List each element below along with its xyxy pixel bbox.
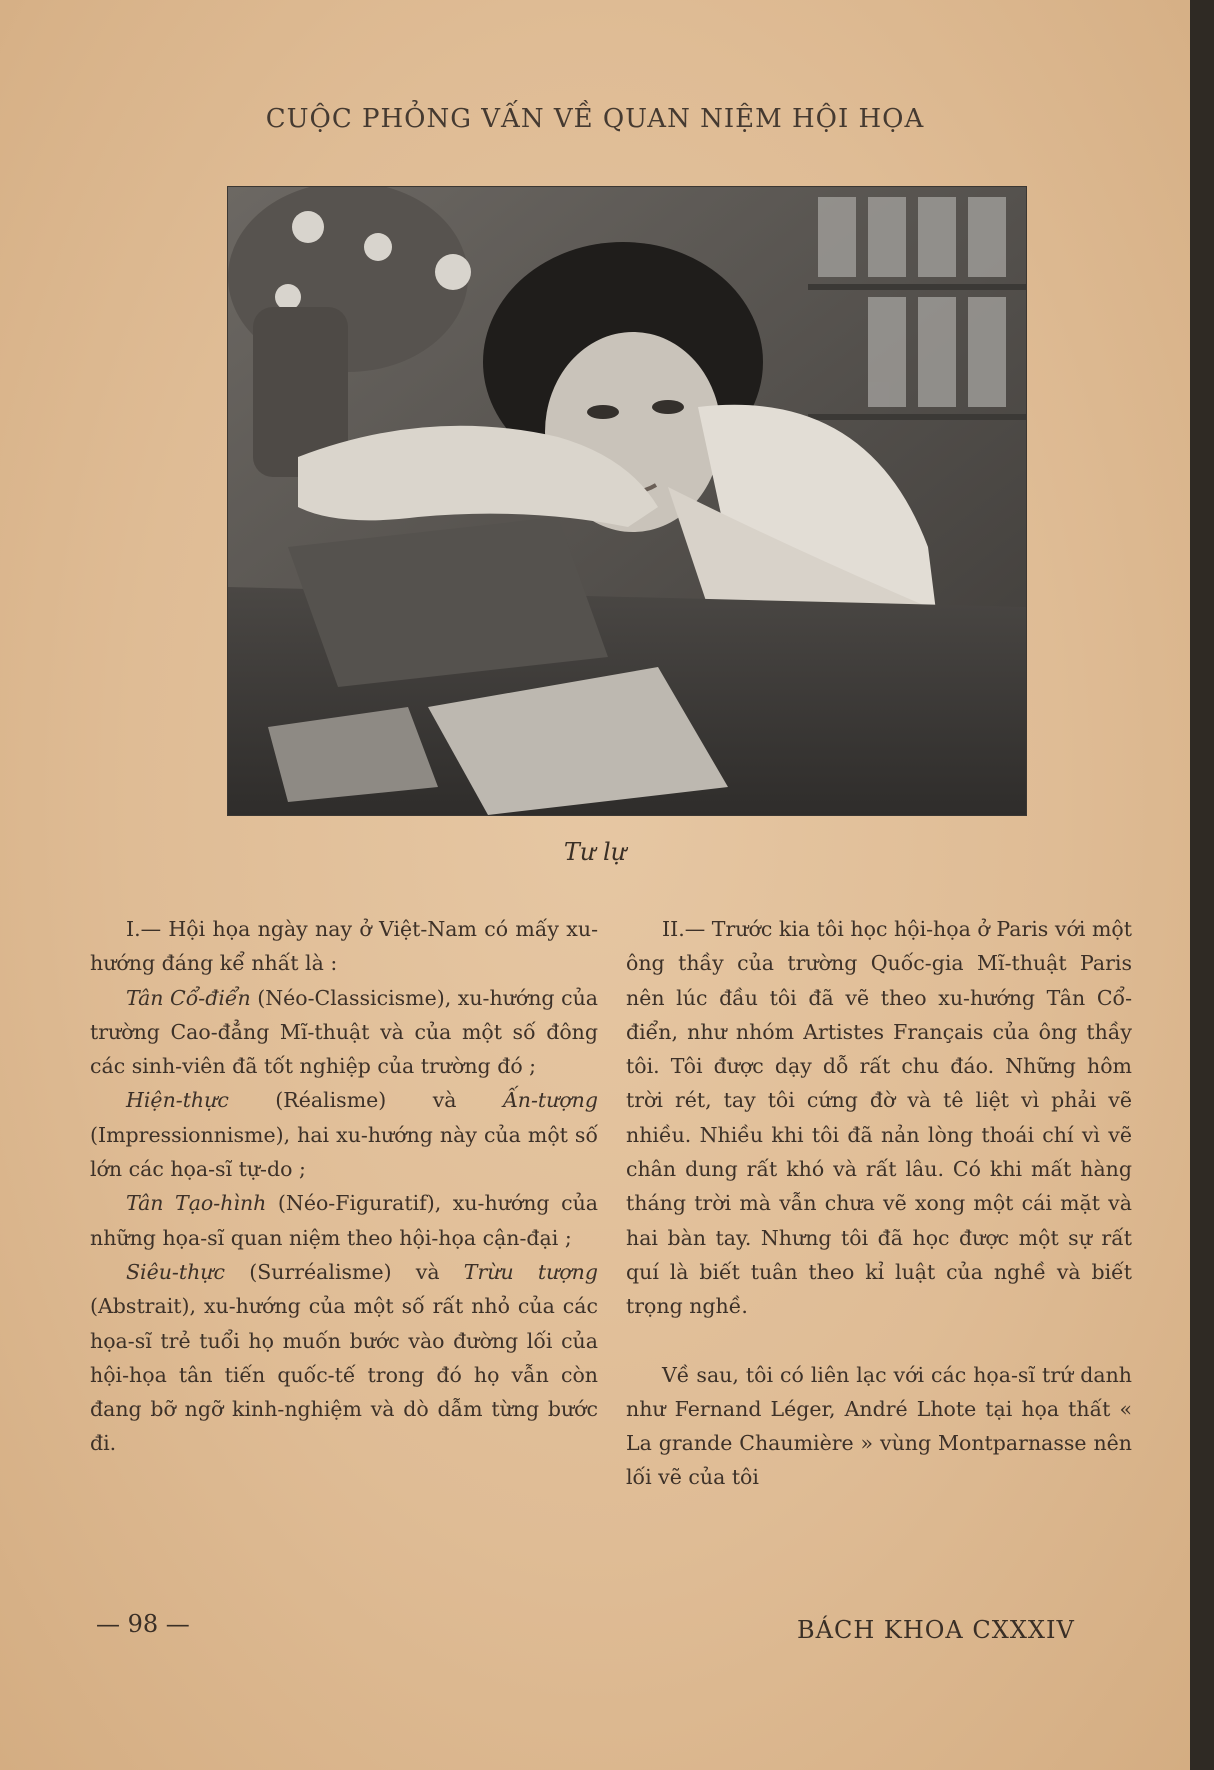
- term-abstrait: Trừu tượng: [463, 1259, 598, 1284]
- painting-illustration: [228, 187, 1026, 815]
- term-neo-figuratif: Tân Tạo-hình: [126, 1191, 267, 1216]
- paragraph-3: [90, 1083, 598, 1186]
- term-realisme: Hiện-thực: [126, 1088, 229, 1113]
- paragraph-7: Về sau, tôi có liên lạc với các họa-sĩ trứ danh như Fernand Léger, André Lhote tại họa thất « La grande Chaumière » vùng Montparnasse nên lối vẽ của tôi: [626, 1362, 1132, 1490]
- term-impressionnisme: Ấn-tượng: [502, 1088, 598, 1113]
- paragraph-4: [90, 1186, 598, 1255]
- publication-name: BÁCH KHOA CXXXIV: [797, 1616, 1075, 1644]
- page-number: — 98 —: [96, 1610, 190, 1638]
- page-header: CUỘC PHỎNG VẤN VỀ QUAN NIỆM HỘI HỌA: [265, 104, 925, 134]
- paragraph-2-text: (Néo-Classicisme), xu-hướng của trường Cao-đẳng Mĩ-thuật và của một số đông các sinh-viên đã tốt nghiệp của trường đó ;: [90, 985, 598, 1079]
- term-surrealisme: Siêu-thực: [126, 1259, 225, 1284]
- paragraph-6: II.— Trước kia tôi học hội-họa ở Paris với một ông thầy của trường Quốc-gia Mĩ-thuật Paris nên lúc đầu tôi đã vẽ theo xu-hướng Tân Cổ-điển, như nhóm Artistes Français của ông thầy tôi. Tôi được dạy dỗ rất chu đáo. Những hôm trời rét, tay tôi cứng đờ và tê liệt vì phải vẽ nhiều. Nhiều khi tôi đã nản lòng thoái chí vì vẽ chân dung rất khó và rất lâu. Có khi mất hàng tháng trời mà vẫn chưa vẽ xong một cái mặt và hai bàn tay. Nhưng tôi đã học được một sự rất quí là biết tuân theo kỉ luật của nghề và biết trọng nghề.: [626, 917, 1132, 1319]
- paragraph-5-mid: (Surréalisme) và: [225, 1259, 464, 1284]
- paragraph-2: [90, 981, 598, 1084]
- paragraph-3-mid: (Réalisme) và: [228, 1088, 503, 1113]
- term-neo-classicisme: Tân Cổ-điển: [126, 985, 251, 1010]
- paragraph-4-text: (Néo-Figuratif), xu-hướng của những họa-sĩ quan niệm theo hội-họa cận-đại ;: [90, 1191, 598, 1250]
- paragraph-1: I.— Hội họa ngày nay ở Việt-Nam có mấy xu-hướng đáng kể nhất là :: [90, 917, 598, 976]
- paragraph-3-text: (Impressionnisme), hai xu-hướng này của một số lớn các họa-sĩ tự-do ;: [90, 1122, 598, 1182]
- right-column: [626, 912, 1132, 1495]
- paragraph-5: [90, 1255, 598, 1461]
- paragraph-5-text: (Abstrait), xu-hướng của một số rất nhỏ của các họa-sĩ trẻ tuổi họ muốn bước vào đường lối của hội-họa tân tiến quốc-tế trong đó họ vẫn còn đang bỡ ngỡ kinh-nghiệm và dò dẫm từng bước đi.: [90, 1294, 598, 1456]
- photo-caption: Tư lự: [563, 838, 627, 866]
- left-column: [90, 912, 598, 1461]
- paragraph-gap: [626, 1324, 1132, 1358]
- painting-photo: [228, 187, 1026, 815]
